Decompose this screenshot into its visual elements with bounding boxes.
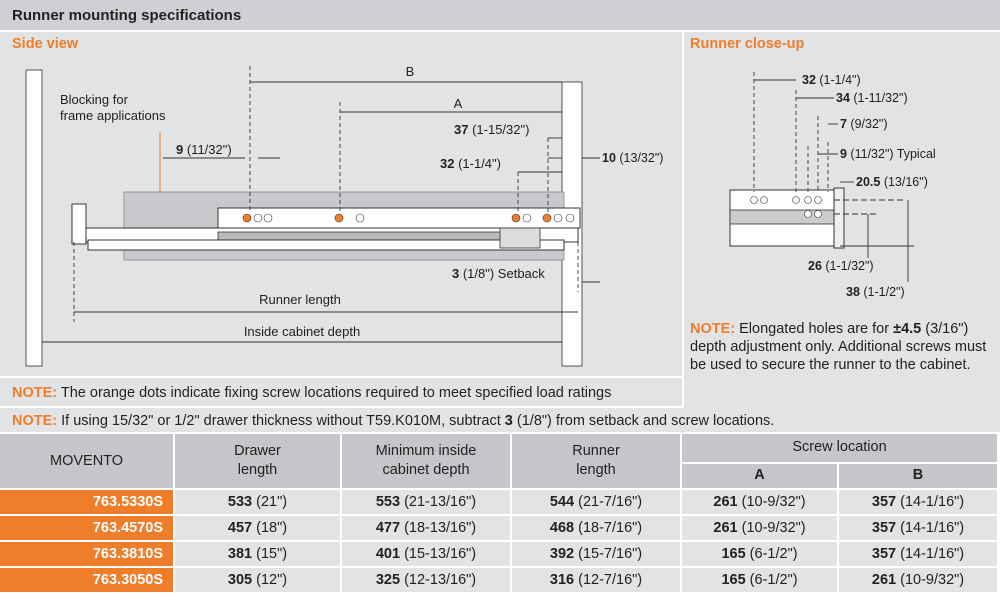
runner-cell: 544 (21-7/16")	[511, 489, 681, 515]
blocking-label-1: Blocking for	[60, 92, 128, 107]
dim-32: 32 (1-1/4")	[440, 156, 501, 171]
note-drawer-thickness: NOTE: If using 15/32" or 1/2" drawer thickness without T59.K010M, subtract 3 (1/8") from setback and screw locations.	[12, 413, 775, 429]
col-drawer: Drawer length	[174, 434, 341, 489]
side-view-title: Side view	[12, 36, 79, 52]
left-wall	[26, 70, 42, 366]
col-model: MOVENTO	[0, 434, 174, 489]
inside-depth-label: Inside cabinet depth	[243, 324, 361, 339]
model-cell: 763.4570S	[0, 515, 174, 541]
cu-dim-9: 9 (11/32") Typical	[840, 147, 936, 161]
cu-dim-26: 26 (1-1/32")	[808, 259, 874, 273]
drawer-cell: 457 (18")	[174, 515, 341, 541]
model-cell: 763.3810S	[0, 541, 174, 567]
table-row	[0, 567, 998, 593]
closeup-title: Runner close-up	[690, 36, 805, 52]
col-b: B	[838, 463, 998, 489]
screw-b-cell: 261 (10-9/32")	[838, 567, 998, 593]
drawer-cell: 381 (15")	[174, 541, 341, 567]
min-depth-cell: 325 (12-13/16")	[341, 567, 511, 593]
spec-table	[0, 434, 999, 594]
screw-a-cell: 165 (6-1/2")	[681, 541, 838, 567]
min-depth-cell: 477 (18-13/16")	[341, 515, 511, 541]
min-depth-cell: 401 (15-13/16")	[341, 541, 511, 567]
col-min-depth: Minimum inside cabinet depth	[341, 434, 511, 489]
table-row	[0, 489, 998, 515]
label-a: A	[453, 96, 463, 111]
dim-10: 10 (13/32")	[602, 151, 664, 165]
table-row	[0, 541, 998, 567]
col-a: A	[681, 463, 838, 489]
label-b: B	[405, 64, 415, 79]
runner-cell: 392 (15-7/16")	[511, 541, 681, 567]
cu-dim-38: 38 (1-1/2")	[846, 285, 905, 299]
drawer-cell: 533 (21")	[174, 489, 341, 515]
dim-37: 37 (1-15/32")	[454, 122, 530, 137]
screw-a-cell: 261 (10-9/32")	[681, 489, 838, 515]
drawer-cell: 305 (12")	[174, 567, 341, 593]
screw-a-cell: 165 (6-1/2")	[681, 567, 838, 593]
title-bar	[0, 0, 1000, 32]
screw-b-cell: 357 (14-1/16")	[838, 541, 998, 567]
page-title: Runner mounting specifications	[12, 7, 242, 24]
cu-dim-205: 20.5 (13/16")	[856, 175, 928, 189]
model-cell: 763.5330S	[0, 489, 174, 515]
runner-cell: 468 (18-7/16")	[511, 515, 681, 541]
min-depth-cell: 553 (21-13/16")	[341, 489, 511, 515]
cu-dim-7: 7 (9/32")	[840, 117, 888, 131]
blocking-label-2: frame applications	[60, 108, 166, 123]
closeup-note: NOTE: Elongated holes are for ±4.5 (3/16") depth adjustment only. Additional screws must be used to secure the runner to the cabinet.	[690, 321, 987, 373]
note-orange-dots: NOTE: The orange dots indicate fixing screw locations required to meet specified load ratings	[12, 385, 612, 401]
cu-dim-32: 32 (1-1/4")	[802, 73, 861, 87]
cu-dim-34: 34 (1-11/32")	[836, 91, 908, 105]
dim-9: 9 (11/32")	[176, 142, 232, 157]
table-row	[0, 515, 998, 541]
runner-length-label: Runner length	[259, 292, 341, 307]
col-screw: Screw location	[681, 434, 998, 463]
col-runner: Runner length	[511, 434, 681, 489]
runner-cell: 316 (12-7/16")	[511, 567, 681, 593]
dim-3: 3 (1/8") Setback	[452, 266, 545, 281]
screw-b-cell: 357 (14-1/16")	[838, 515, 998, 541]
model-cell: 763.3050S	[0, 567, 174, 593]
closeup-diagram	[684, 32, 1000, 312]
side-view-diagram	[0, 32, 682, 376]
screw-b-cell: 357 (14-1/16")	[838, 489, 998, 515]
screw-a-cell: 261 (10-9/32")	[681, 515, 838, 541]
